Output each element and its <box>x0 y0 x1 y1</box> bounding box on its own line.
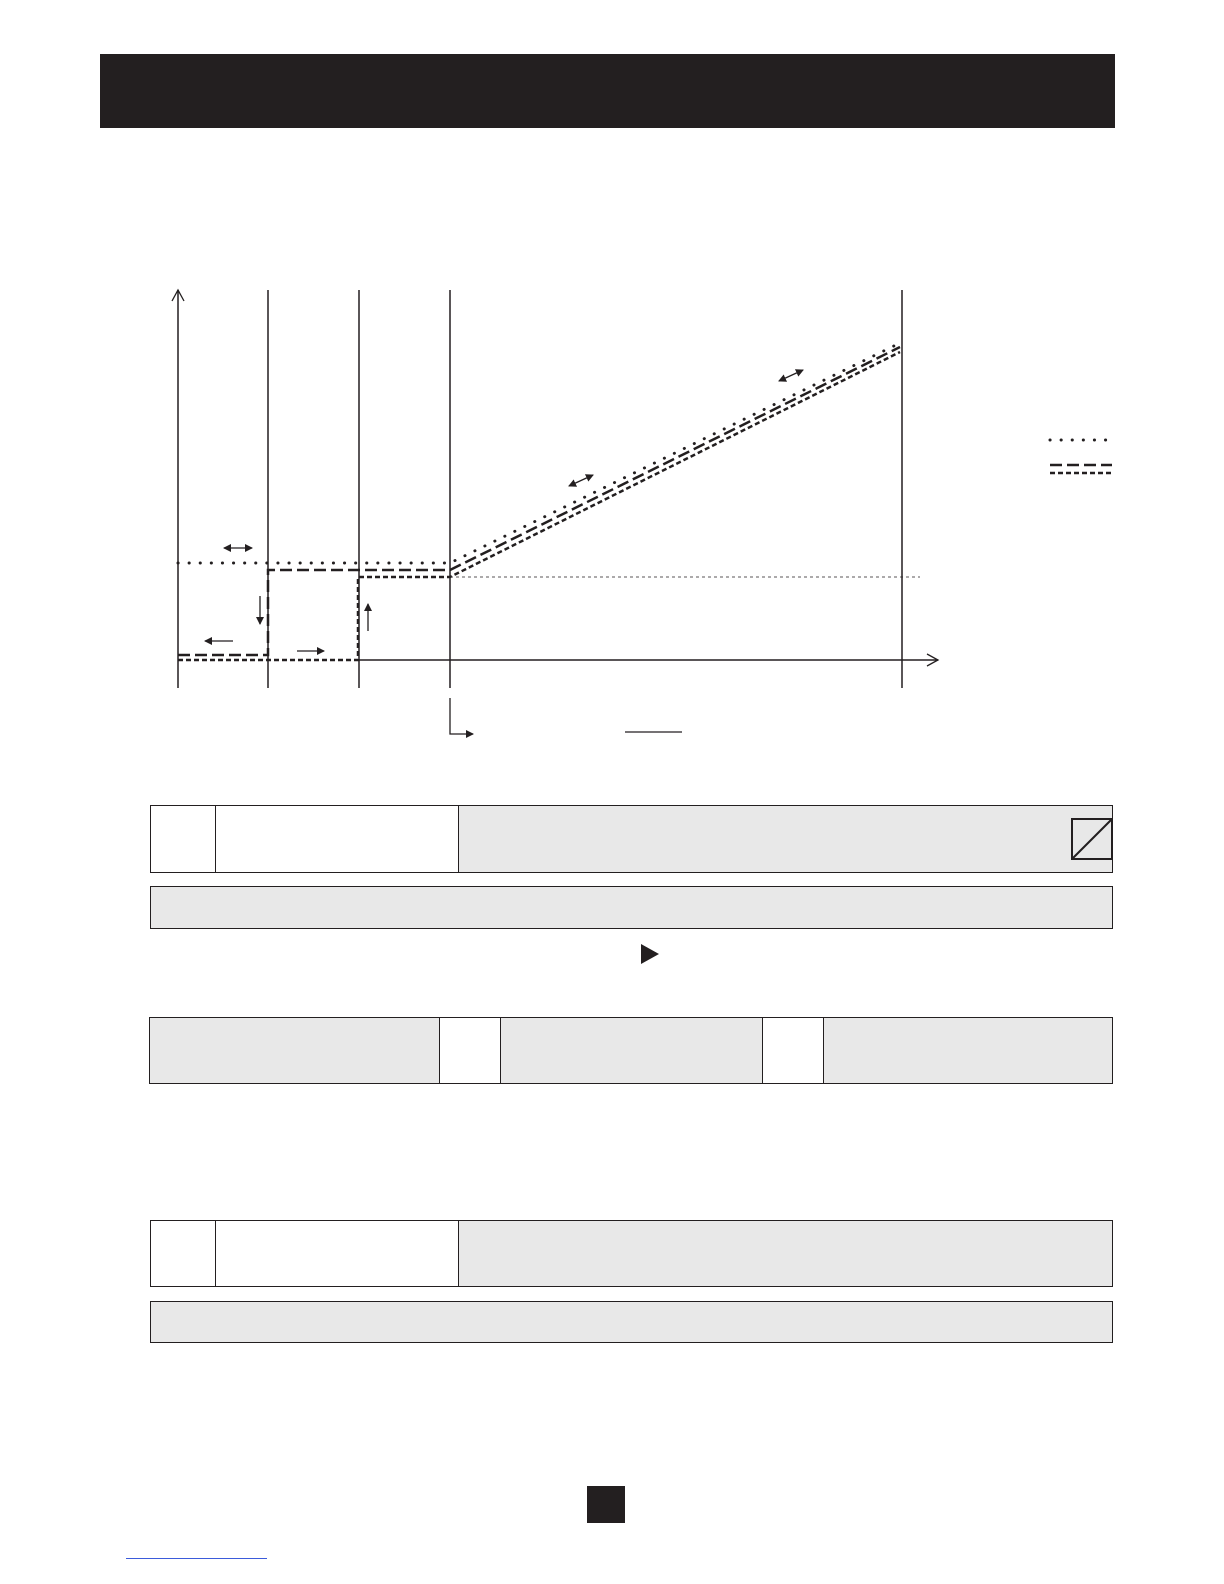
adjust-arrow-2 <box>569 475 593 486</box>
param-name-cell <box>216 806 458 872</box>
param-description-cell <box>459 806 1112 872</box>
adjust-arrow-3 <box>779 370 803 381</box>
curve-long-dash <box>178 347 900 655</box>
range-cell-1 <box>150 1018 439 1083</box>
param-name-cell <box>216 1221 458 1286</box>
param-description-cell <box>459 1221 1112 1286</box>
diagonal-square-icon <box>1071 818 1113 860</box>
range-sep-2 <box>763 1018 823 1083</box>
curve-short-dash <box>178 352 900 660</box>
param-code-cell <box>151 1221 215 1286</box>
range-row <box>149 1017 1113 1084</box>
play-triangle-icon <box>641 944 659 964</box>
footer-link[interactable] <box>126 1558 267 1559</box>
range-cell-3 <box>824 1018 1112 1083</box>
range-cell-2 <box>501 1018 762 1083</box>
param-code-cell <box>151 806 215 872</box>
parameter-row-1 <box>150 805 1113 873</box>
range-sep-1 <box>440 1018 500 1083</box>
curve-dotted <box>178 343 900 563</box>
parameter-row-2 <box>150 1220 1113 1287</box>
page-number-box <box>587 1486 625 1523</box>
parameter-note-1 <box>150 886 1113 929</box>
start-arrow <box>450 698 473 734</box>
parameter-note-2 <box>150 1301 1113 1343</box>
